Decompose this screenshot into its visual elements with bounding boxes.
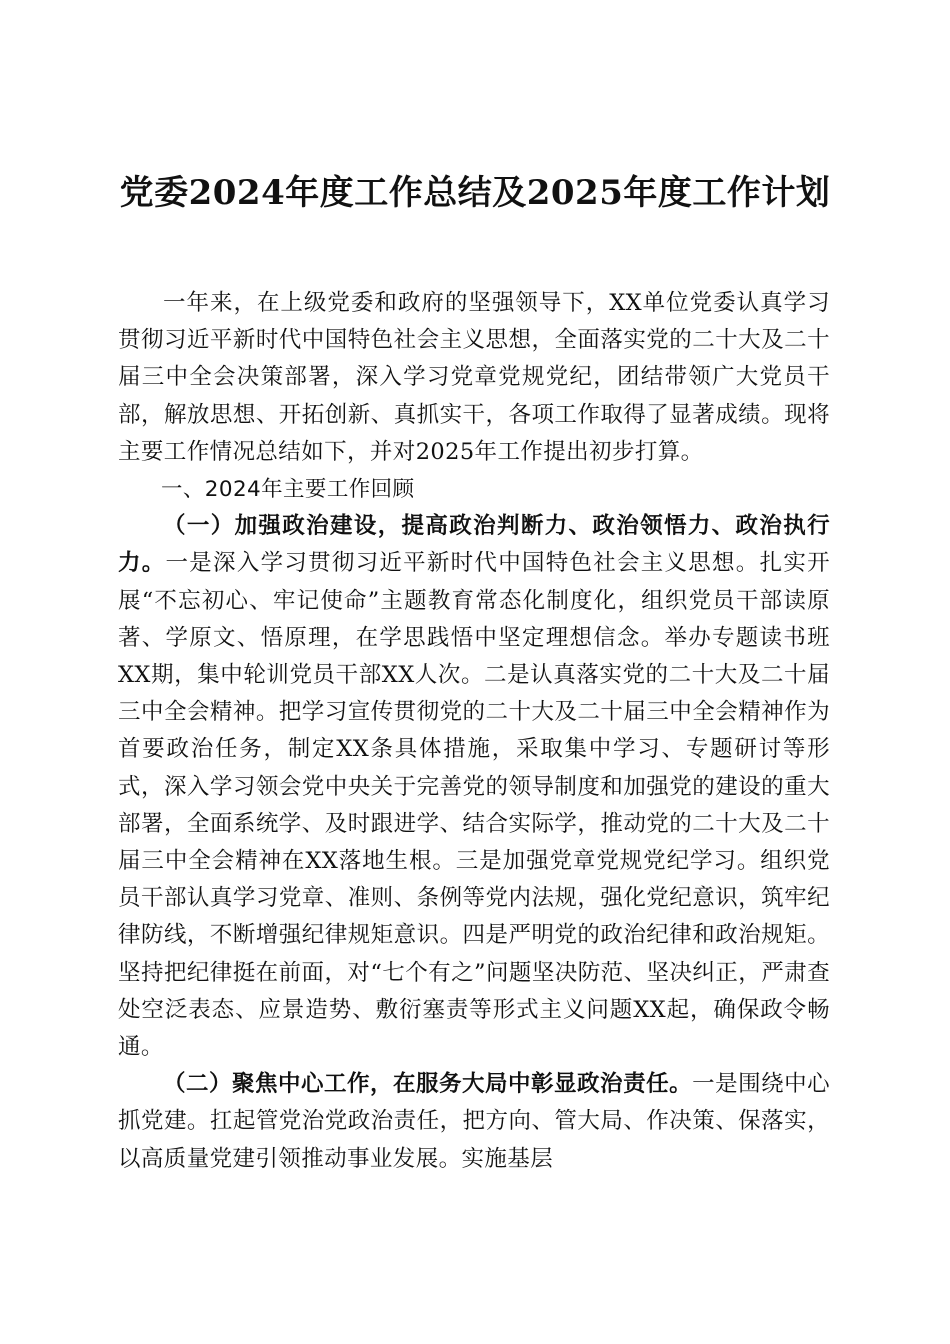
body-paragraph-1 [118, 508, 830, 1066]
document-body [118, 285, 830, 1178]
section-heading-1: 一、2024年主要工作回顾 [161, 477, 415, 503]
subsection-body-1: 一是深入学习贯彻习近平新时代中国特色社会主义思想。扎实开展“不忘初心、牢记使命”主题教育常态化制度化，组织党员干部读原著、学原文、悟原理，在学思践悟中坚定理想信念。举办专题读书班XX期，集中轮训党员干部XX人次。二是认真落实党的二十大及二十届三中全会精神。把学习宣传贯彻党的二十大及二十届三中全会精神作为首要政治任务，制定XX条具体措施，采取集中学习、专题研讨等形式，深入学习领会党中央关于完善党的领导制度和加强党的建设的重大部署，全面系统学、及时跟进学、结合实际学，推动党的二十大及二十届三中全会精神在XX落地生根。三是加强党章党规党纪学习。组织党员干部认真学习党章、准则、条例等党内法规，强化党纪意识，筑牢纪律防线，不断增强纪律规矩意识。四是严明党的政治纪律和政治规矩。坚持把纪律挺在前面，对“七个有之”问题坚决防范、坚决纠正，严肃查处空泛表态、应景造势、敷衍塞责等形式主义问题XX起，确保政令畅通。 [118, 550, 830, 1061]
document-title: 党委2024年度工作总结及2025年度工作计划 [119, 173, 831, 213]
subsection-heading-2: （二）聚焦中心工作，在服务大局中彰显政治责任。 [163, 1071, 693, 1098]
intro-paragraph: 一年来，在上级党委和政府的坚强领导下，XX单位党委认真学习贯彻习近平新时代中国特色社会主义思想，全面落实党的二十大及二十届三中全会决策部署，深入学习党章党规党纪，团结带领广大党员干部，解放思想、开拓创新、真抓实干，各项工作取得了显著成绩。现将主要工作情况总结如下，并对2025年工作提出初步打算。 [118, 290, 830, 465]
body-paragraph-2 [118, 1066, 830, 1178]
subsection-heading-1: （一）加强政治建设，提高政治判断力、政治领悟力、政治执行力。 [118, 513, 830, 577]
subsection-body-2: 一是围绕中心抓党建。扛起管党治党政治责任，把方向、管大局、作决策、保落实，以高质量党建引领推动事业发展。实施基层 [118, 1071, 830, 1172]
